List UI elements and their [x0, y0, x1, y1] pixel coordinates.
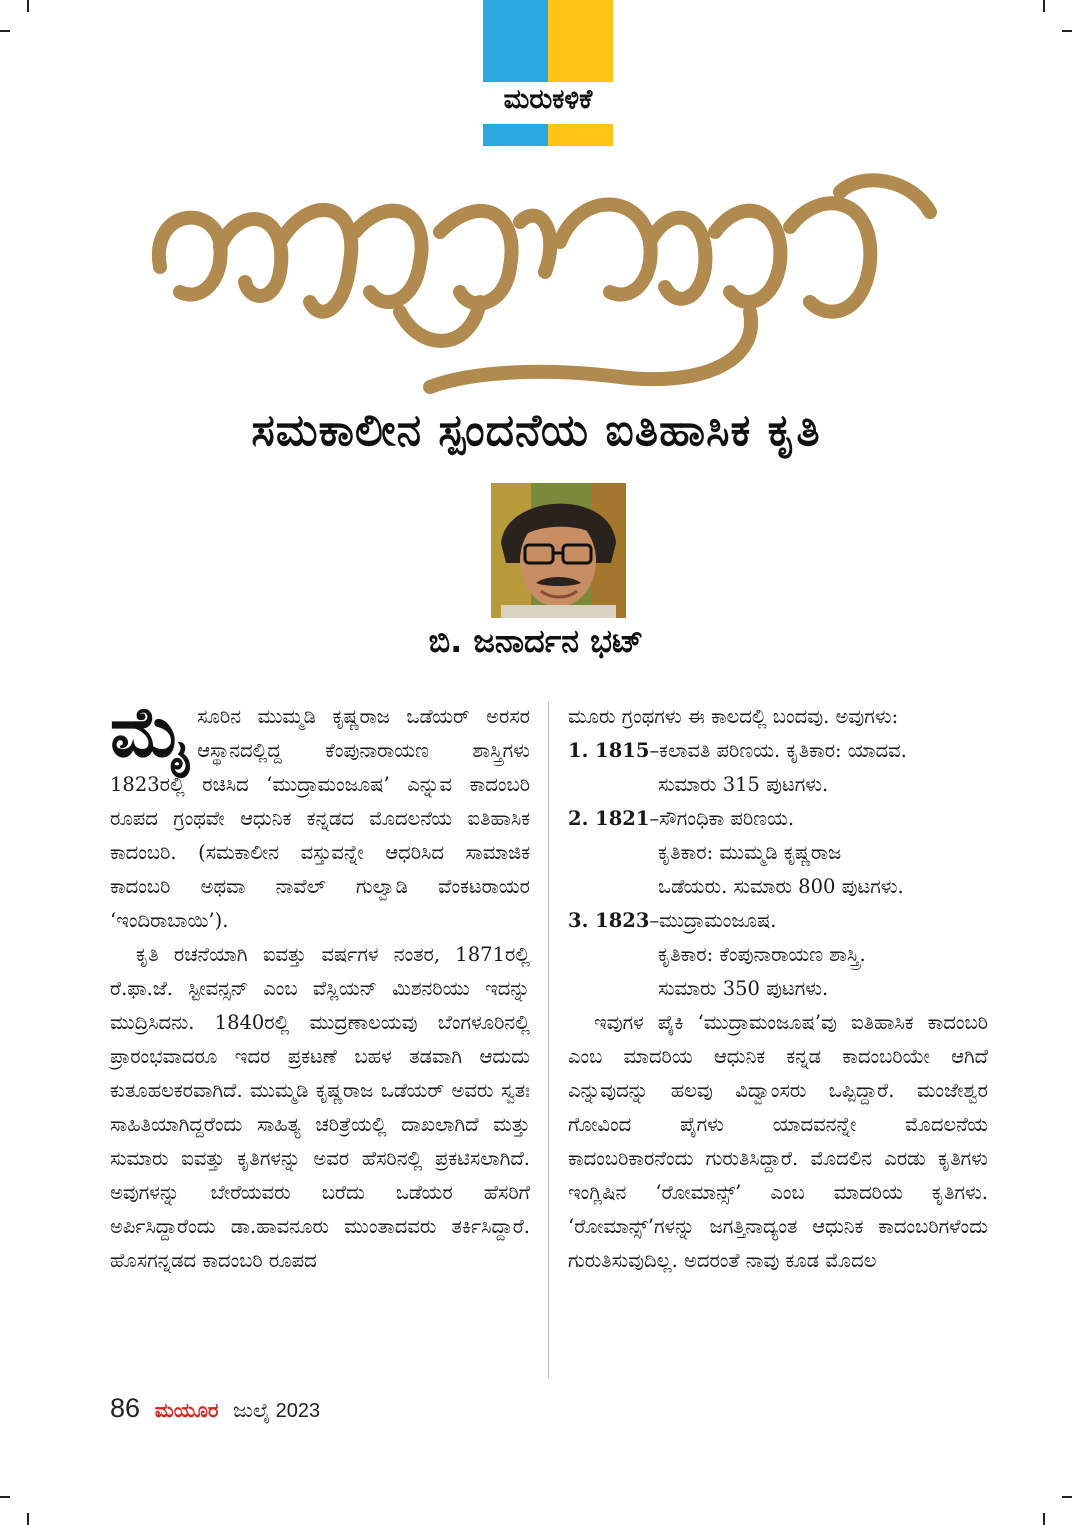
crop-mark-left-upper [0, 30, 10, 32]
logo-blue-block [483, 0, 548, 82]
magazine-name: ಮಯೂರ [154, 1400, 219, 1422]
list-item-detail: ಸುಮಾರು 315 ಪುಟಗಳು. [658, 773, 829, 796]
list-item-detail: ಕೃತಿಕಾರ: ಮುಮ್ಮಡಿ ಕೃಷ್ಣರಾಜ [658, 841, 842, 864]
list-item-detail: ಸುಮಾರು 350 ಪುಟಗಳು. [658, 977, 829, 1000]
author-name: ಬಿ. ಜನಾರ್ದನ ಭಟ್ [428, 622, 644, 660]
drop-cap: ಮೈ [110, 690, 192, 773]
crop-mark-top-right [1043, 0, 1045, 12]
crop-mark-top-left [27, 0, 29, 12]
article-subtitle: ಸಮಕಾಲೀನ ಸ್ಪಂದನೆಯ ಐತಿಹಾಸಿಕ ಕೃತಿ [251, 405, 821, 456]
article-paragraph [110, 690, 530, 938]
logo-yellow-strip [548, 124, 613, 146]
article-paragraph: ಕೃತಿ ರಚನೆಯಾಗಿ ಐವತ್ತು ವರ್ಷಗಳ ನಂತರ, 1871ರಲ್ಲಿ ರೆ.ಫಾ.ಜೆ. ಸ್ಟೀವನ್ಸನ್ ಎಂಬ ವೆಸ್ಲಿಯನ್ ಮಿಶನರಿಯು ಇದನ್ನು ಮುದ್ರಿಸಿದನು. 1840ರಲ್ಲಿ ಮುದ್ರಣಾಲಯವು ಬೆಂಗಳೂರಿನಲ್ಲಿ ಪ್ರಾರಂಭವಾದರೂ ಇದರ ಪ್ರಕಟಣೆ ಬಹಳ ತಡವಾಗಿ ಆದುದು ಕುತೂಹಲಕರವಾಗಿದೆ. ಮುಮ್ಮಡಿ ಕೃಷ್ಣರಾಜ ಒಡೆಯರ್ ಅವರು ಸ್ವತಃ ಸಾಹಿತಿಯಾಗಿದ್ದರೆಂದು ಸಾಹಿತ್ಯ ಚರಿತ್ರೆಯಲ್ಲಿ ದಾಖಲಾಗಿದೆ ಮತ್ತು ಸುಮಾರು ಐವತ್ತು ಕೃತಿಗಳನ್ನು ಅವರ ಹೆಸರಿನಲ್ಲಿ ಪ್ರಕಟಿಸಲಾಗಿದೆ. ಅವುಗಳನ್ನು ಬೇರೆಯವರು ಬರೆದು ಒಡೆಯರ ಹೆಸರಿಗೆ ಅರ್ಪಿಸಿದ್ದಾರೆಂದು ಡಾ.ಹಾವನೂರು ಮುಂತಾದವರು ತರ್ಕಿಸಿದ್ದಾರೆ. ಹೊಸಗನ್ನಡದ ಕಾದಂಬರಿ ರೂಪದ [110, 943, 530, 1272]
crop-mark-right-lower [1062, 1496, 1072, 1498]
logo-blue-strip [483, 124, 548, 146]
crop-mark-right-upper [1062, 30, 1072, 32]
author-photo [491, 483, 626, 618]
logo-yellow-block [548, 0, 613, 82]
calligraphic-title [140, 172, 950, 404]
page-number: 86 [110, 1393, 141, 1423]
crop-mark-bottom-left [27, 1513, 29, 1525]
article-paragraph: ಇವುಗಳ ಪೈಕಿ ‘ಮುದ್ರಾಮಂಜೂಷ’ವು ಐತಿಹಾಸಿಕ ಕಾದಂಬರಿ ಎಂಬ ಮಾದರಿಯ ಆಧುನಿಕ ಕನ್ನಡ ಕಾದಂಬರಿಯೇ ಆಗಿದೆ ಎನ್ನುವುದನ್ನು ಹಲವು ವಿದ್ವಾಂಸರು ಒಪ್ಪಿದ್ದಾರೆ. ಮಂಜೇಶ್ವರ ಗೋವಿಂದ ಪೈಗಳು ಯಾದವನನ್ನೇ ಮೊದಲನೆಯ ಕಾದಂಬರಿಕಾರನೆಂದು ಗುರುತಿಸಿದ್ದಾರೆ. ಮೊದಲಿನ ಎರಡು ಕೃತಿಗಳು ಇಂಗ್ಲಿಷಿನ ‘ರೋಮಾನ್ಸ್’ ಎಂಬ ಮಾದರಿಯ ಕೃತಿಗಳು. ‘ರೋಮಾನ್ಸ್’ಗಳನ್ನು ಜಗತ್ತಿನಾದ್ಯಂತ ಆಧುನಿಕ ಕಾದಂಬರಿಗಳೆಂದು ಗುರುತಿಸುವುದಿಲ್ಲ. ಅದರಂತೆ ನಾವು ಕೂಡ ಮೊದಲ [568, 1011, 988, 1272]
book-list [568, 734, 988, 1006]
section-logo [483, 0, 613, 148]
column-divider [548, 702, 549, 1378]
list-item: 3. 1823–ಮುದ್ರಾಮಂಜೂಷ. [568, 909, 777, 932]
list-item-detail: ಒಡೆಯರು. ಸುಮಾರು 800 ಪುಟಗಳು. [658, 875, 904, 898]
crop-mark-bottom-right [1043, 1513, 1045, 1525]
article-paragraph: ಮೂರು ಗ್ರಂಥಗಳು ಈ ಕಾಲದಲ್ಲಿ ಬಂದವು. ಅವುಗಳು: [568, 705, 899, 728]
section-logo-text: ಮರುಕಳಿಕೆ [503, 84, 593, 115]
page-footer [110, 1393, 320, 1424]
list-item: 1. 1815–ಕಲಾವತಿ ಪರಿಣಯ. ಕೃತಿಕಾರ: ಯಾದವ. [568, 739, 907, 762]
article-column-right [568, 700, 988, 1278]
list-item: 2. 1821–ಸೌಗಂಧಿಕಾ ಪರಿಣಯ. [568, 807, 795, 830]
article-column-left [110, 690, 530, 1278]
crop-mark-left-lower [0, 1496, 10, 1498]
paragraph-text: ಸೂರಿನ ಮುಮ್ಮಡಿ ಕೃಷ್ಣರಾಜ ಒಡೆಯರ್ ಅರಸರ ಆಸ್ಥಾನದಲ್ಲಿದ್ದ ಕೆಂಪುನಾರಾಯಣ ಶಾಸ್ತ್ರಿಗಳು 1823ರಲ್ಲಿ ರಚಿಸಿದ ‘ಮುದ್ರಾಮಂಜೂಷ’ ಎನ್ನುವ ಕಾದಂಬರಿ ರೂಪದ ಗ್ರಂಥವೇ ಆಧುನಿಕ ಕನ್ನಡದ ಮೊದಲನೆಯ ಐತಿಹಾಸಿಕ ಕಾದಂಬರಿ. (ಸಮಕಾಲೀನ ವಸ್ತುವನ್ನೇ ಆಧರಿಸಿದ ಸಾಮಾಜಿಕ ಕಾದಂಬರಿ ಅಥವಾ ನಾವೆಲ್ ಗುಲ್ವಾಡಿ ವೆಂಕಟರಾಯರ ‘ಇಂದಿರಾಬಾಯಿ’). [110, 705, 530, 932]
issue-date: ಜುಲೈ 2023 [233, 1400, 321, 1422]
list-item-detail: ಕೃತಿಕಾರ: ಕೆಂಪುನಾರಾಯಣ ಶಾಸ್ತ್ರಿ. [658, 943, 866, 966]
